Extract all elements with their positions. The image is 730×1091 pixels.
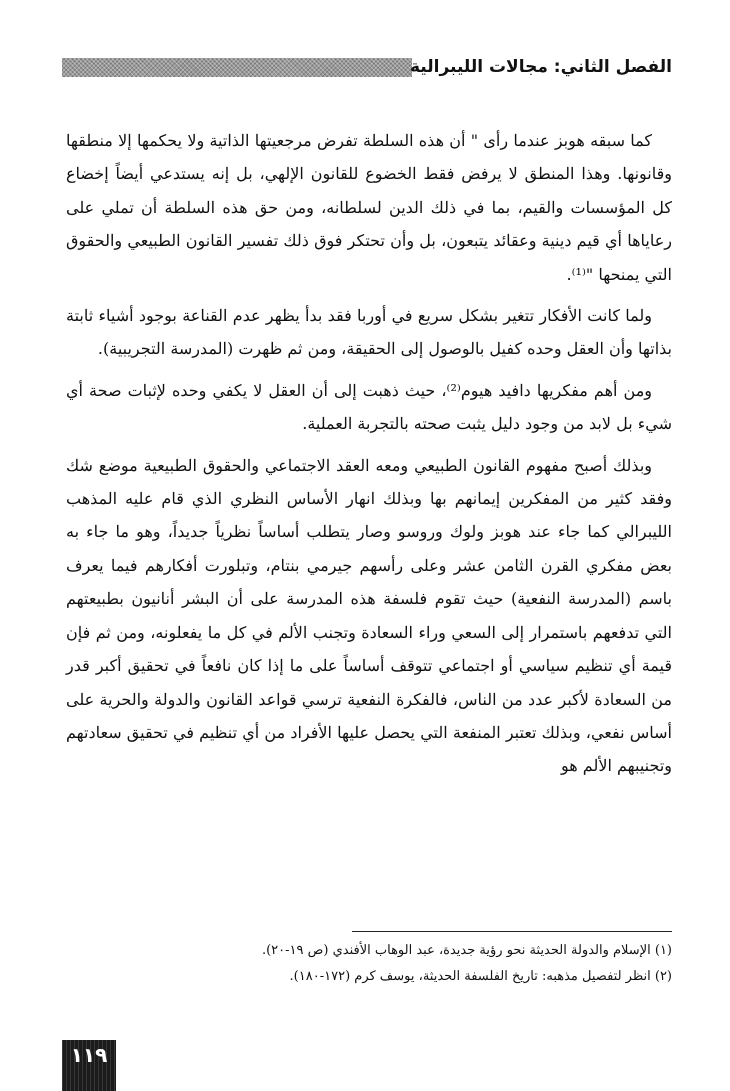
paragraph: وبذلك أصبح مفهوم القانون الطبيعي ومعه العقد الاجتماعي والحقوق الطبيعية موضع شك وفقد كثير من المفكرين إيمانهم بها وبذلك انهار الأساس النظري الذي قام عليه المذهب الليبرالي كما جاء عند هوبز ولوك وروسو وصار يتطلب أساساً نظرياً جديداً، وهو ما جاء به بعض مفكري القرن الثامن عشر وعلى رأسهم جيرمي بنتام، وتبلورت أفكارهم فيما يعرف باسم (المدرسة النفعية) حيث تقوم فلسفة هذه المدرسة على أن البشر أنانيون بطبيعتهم التي تدفعهم باستمرار إلى السعي وراء السعادة وتجنب الألم في كل ما يفعلونه، ومن ثم فإن قيمة أي تنظيم سياسي أو اجتماعي تتوقف أساساً على ما إذا كان نافعاً في تحقيق أكبر قدر من السعادة لأكبر عدد من الناس، فالفكرة النفعية ترسي قواعد القانون والدولة والحرية على أساس نفعي، وبذلك تعتبر المنفعة التي يحصل عليها الأفراد من أي تنظيم في تحقيق سعادتهم وتجنيبهم الألم هو bbox=[66, 455, 673, 776]
running-header-title: الفصل الثاني: مجالات الليبرالية bbox=[409, 57, 672, 77]
main-text bbox=[66, 124, 672, 783]
footnote-separator bbox=[352, 931, 672, 932]
page-number: ١١٩ bbox=[70, 1043, 108, 1067]
footnote-1: (١) الإسلام والدولة الحديثة نحو رؤية جديدة، عبد الوهاب الأفندي (ص ١٩-٢٠). bbox=[261, 943, 672, 958]
header-decorative-band bbox=[62, 58, 412, 77]
footnotes bbox=[66, 938, 672, 990]
paragraph: ومن أهم مفكريها دافيد هيوم⁽²⁾، حيث ذهبت إلى أن العقل لا يكفي وحده لإثبات صحة أي شيء بل لابد من وجود دليل يثبت صحته بالتجربة العملية. bbox=[66, 380, 672, 434]
paragraph: كما سبقه هوبز عندما رأى " أن هذه السلطة تفرض مرجعيتها الذاتية ولا يحكمها إلا منطقها وقانونها. وهذا المنطق لا يرفض فقط الخضوع للقانون الإلهي، بل إنه يستدعي أيضاً إخضاع كل المؤسسات والقيم، بما في ذلك الدين لسلطانه، ومن حق هذه السلطة أن تملي على رعاياها أي قيم دينية وعقائد يتبعون، بل وأن تحتكر فوق ذلك تفسير القانون الطبيعي والحقوق التي يمنحها "⁽¹⁾. bbox=[66, 131, 672, 284]
page-number-tab bbox=[62, 1040, 116, 1091]
footnote-2: (٢) انظر لتفصيل مذهبه: تاريخ الفلسفة الحديثة، يوسف كرم (١٧٢-١٨٠). bbox=[289, 969, 672, 984]
paragraph: ولما كانت الأفكار تتغير بشكل سريع في أوربا فقد بدأ يظهر عدم القناعة بوجود أشياء ثابتة بذاتها وأن العقل وحده كفيل بالوصول إلى الحقيقة، ومن ثم ظهرت (المدرسة التجريبية). bbox=[66, 306, 672, 359]
